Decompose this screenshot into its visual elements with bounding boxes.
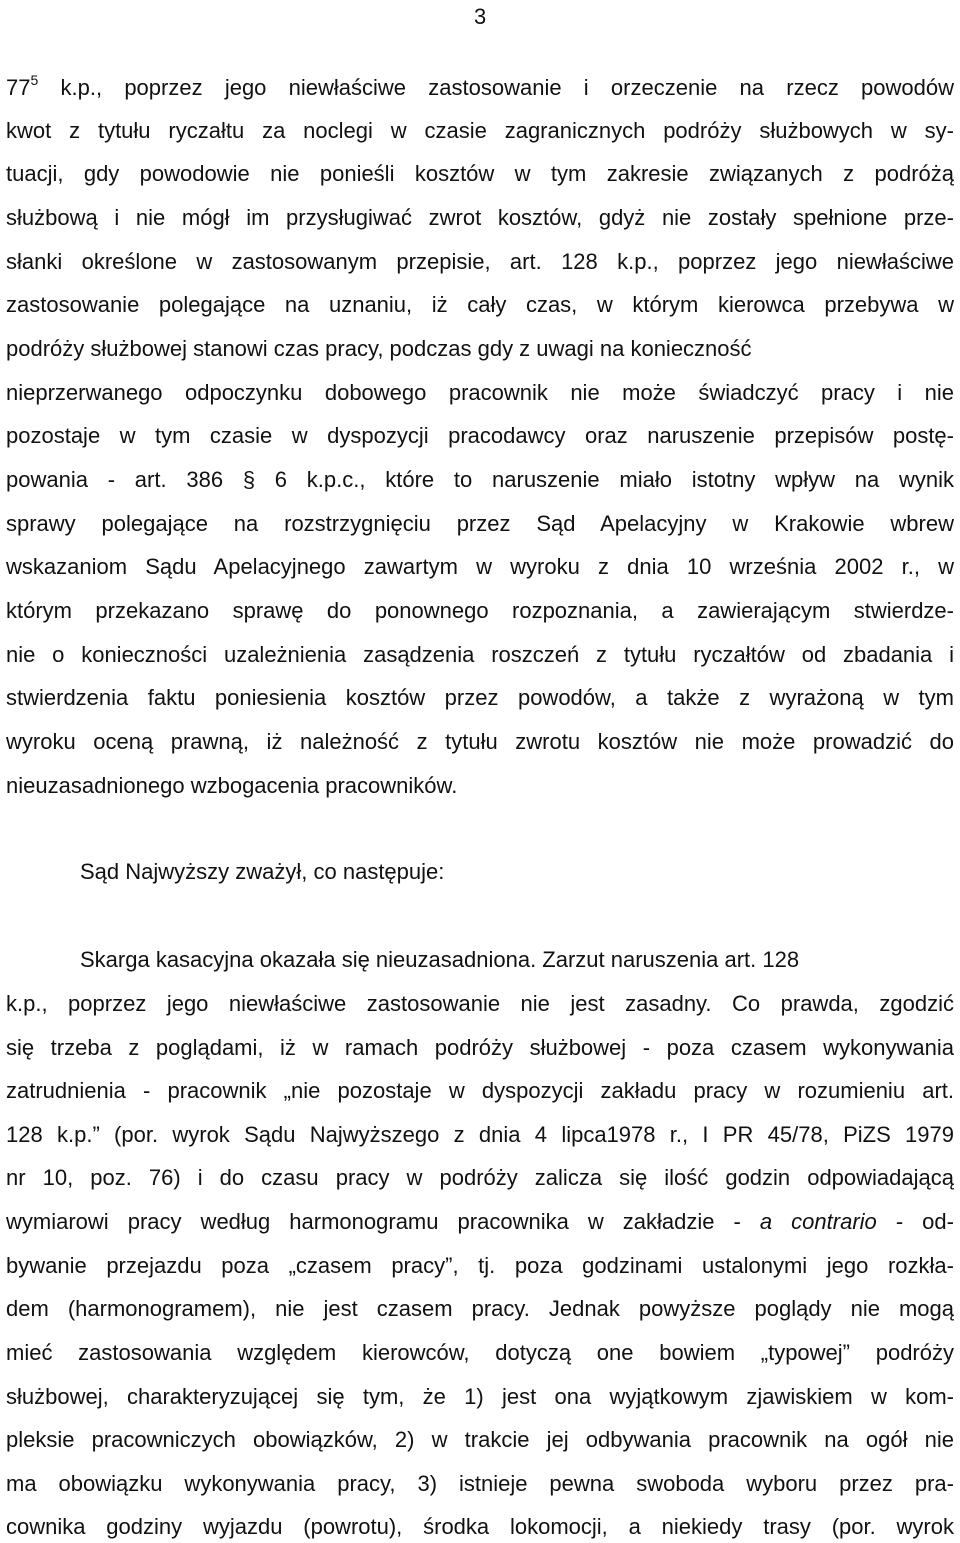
text-line: słanki określone w zastosowanym przepisie, art. 128 k.p., poprzez jego niewłaściwe (6, 249, 954, 274)
text-line: nie o konieczności uzależnienia zasądzenia roszczeń z tytułu ryczałtów od zbadania i (6, 642, 954, 667)
text-line (6, 1208, 954, 1236)
text-line: zastosowanie polegające na uznaniu, iż cały czas, w którym kierowca przebywa w (6, 292, 954, 317)
text-line: pozostaje w tym czasie w dyspozycji pracodawcy oraz naruszenie przepisów postę- (6, 423, 954, 448)
text-line: którym przekazano sprawę do ponownego rozpoznania, a zawierającym stwierdze- (6, 598, 954, 623)
text-line: nieprzerwanego odpoczynku dobowego pracownik nie może świadczyć pracy i nie (6, 380, 954, 405)
text-line: sprawy polegające na rozstrzygnięciu przez Sąd Apelacyjny w Krakowie wbrew (6, 511, 954, 536)
text-line: kwot z tytułu ryczałtu za noclegi w czasie zagranicznych podróży służbowych w sy- (6, 118, 954, 143)
text-line: nieuzasadnionego wzbogacenia pracowników. (6, 773, 458, 798)
italic-text: a contrario (759, 1209, 877, 1234)
text-line: bywanie przejazdu poza „czasem pracy”, tj. poza godzinami ustalonymi jego rozkła- (6, 1253, 954, 1278)
text-line: się trzeba z poglądami, iż w ramach podróży służbowej - poza czasem wykonywania (6, 1035, 954, 1060)
text-span: 77 (6, 75, 31, 100)
text-line: powania - art. 386 § 6 k.p.c., które to naruszenie miało istotny wpływ na wynik (6, 467, 954, 492)
text-span: k.p., poprzez jego niewłaściwe zastosowanie i orzeczenie na rzecz powodów (38, 75, 954, 100)
text-line: ma obowiązku wykonywania pracy, 3) istnieje pewna swoboda wyboru przez pra- (6, 1471, 954, 1496)
text-span: - od- (876, 1209, 954, 1234)
text-line: służbowej, charakteryzującej się tym, że 1) jest ona wyjątkowym zjawiskiem w kom- (6, 1384, 954, 1409)
text-line (6, 74, 954, 102)
text-line: nr 10, poz. 76) i do czasu pracy w podróży zalicza się ilość godzin odpowiadającą (6, 1165, 954, 1190)
text-line: wyroku oceną prawną, iż należność z tytułu zwrotu kosztów nie może prowadzić do (6, 729, 954, 754)
text-line: zatrudnienia - pracownik „nie pozostaje w dyspozycji zakładu pracy w rozumieniu art. (6, 1078, 954, 1103)
text-line: tuacji, gdy powodowie nie ponieśli kosztów w tym zakresie związanych z podróżą (6, 161, 954, 186)
text-line: podróży służbowej stanowi czas pracy, podczas gdy z uwagi na konieczność (6, 336, 752, 361)
text-line: pleksie pracowniczych obowiązków, 2) w trakcie jej odbywania pracownik na ogół nie (6, 1427, 954, 1452)
text-line: służbową i nie mógł im przysługiwać zwrot kosztów, gdyż nie zostały spełnione prze- (6, 205, 954, 230)
text-line: k.p., poprzez jego niewłaściwe zastosowanie nie jest zasadny. Co prawda, zgodzić (6, 991, 954, 1016)
section-heading: Sąd Najwyższy zważył, co następuje: (80, 859, 445, 884)
text-span: wymiarowi pracy według harmonogramu pracownika w zakładzie - (6, 1209, 760, 1234)
text-line: wskazaniom Sądu Apelacyjnego zawartym w wyroku z dnia 10 września 2002 r., w (6, 554, 954, 579)
text-line: 128 k.p.” (por. wyrok Sądu Najwyższego z dnia 4 lipca1978 r., I PR 45/78, PiZS 1979 (6, 1122, 954, 1147)
text-line: dem (harmonogramem), nie jest czasem pracy. Jednak powyższe poglądy nie mogą (6, 1296, 954, 1321)
page-number: 3 (474, 4, 487, 29)
text-line: mieć zastosowania względem kierowców, dotyczą one bowiem „typowej” podróży (6, 1340, 954, 1365)
superscript: 5 (30, 72, 39, 88)
text-line: Skarga kasacyjna okazała się nieuzasadniona. Zarzut naruszenia art. 128 (80, 947, 800, 972)
text-line: cownika godziny wyjazdu (powrotu), środka lokomocji, a niekiedy trasy (por. wyrok (6, 1514, 954, 1539)
text-line: stwierdzenia faktu poniesienia kosztów przez powodów, a także z wyrażoną w tym (6, 685, 954, 710)
